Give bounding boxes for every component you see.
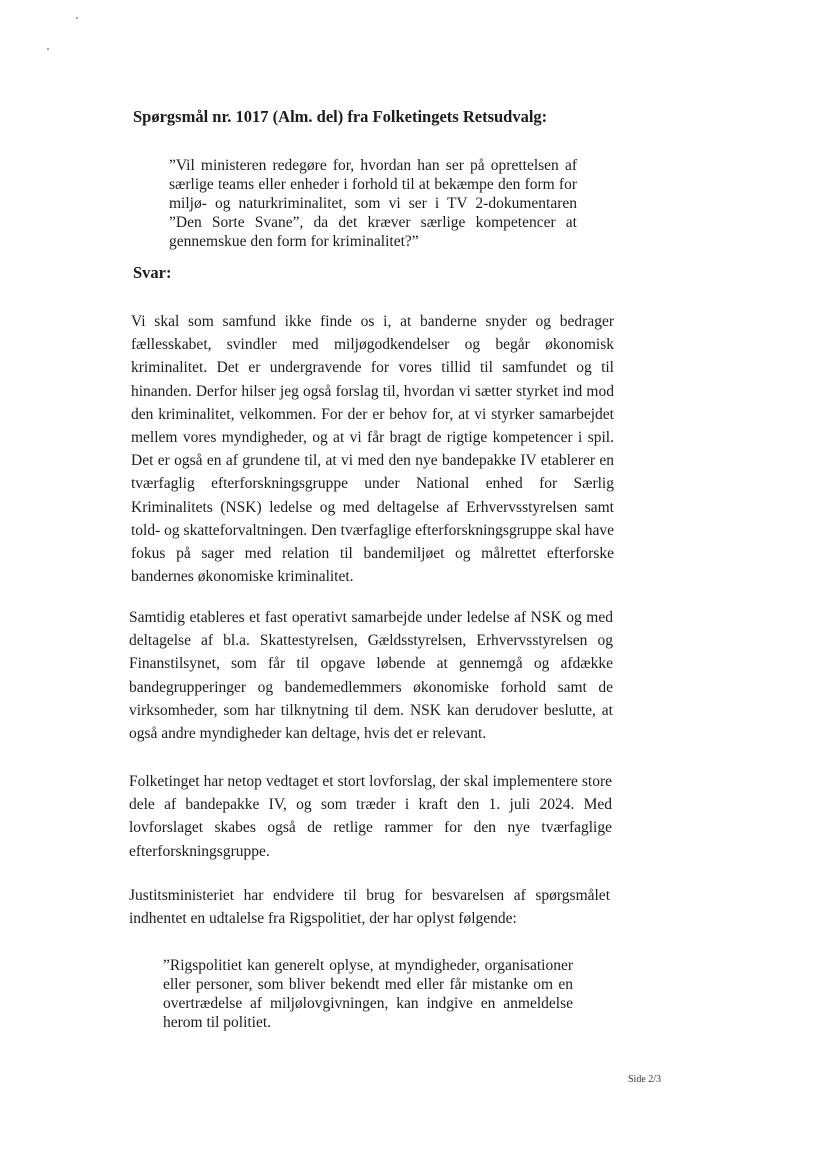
answer-paragraph: Justitsministeriet har endvidere til brug for besvarelsen af spørgsmålet indhentet en udtalelse fra Rigspolitiet, der har oplyst følgende: <box>129 887 610 928</box>
answer-label: Svar: <box>133 263 172 282</box>
question-quote: ”Vil ministeren redegøre for, hvordan han ser på oprettelsen af særlige teams eller enheder i forhold til at bekæmpe den form for miljø- og naturkriminalitet, som vi ser i TV 2-dokumentaren ”Den Sorte Svane”, da det kræver særlige kompetencer at gennemskue den form for kriminalitet?” <box>169 157 577 250</box>
answer-paragraph: Samtidig etableres et fast operativt samarbejde under ledelse af NSK og med deltagelse af bl.a. Skattestyrelsen, Gældsstyrelsen, Erhvervsstyrelsen og Finanstilsynet, som får til opgave løbende at gennemgå og afdække bandegrupperinger og bandemedlemmers økonomiske forhold samt de virksomheder, som har tilknytning til dem. NSK kan derudover beslutte, at også andre myndigheder kan deltage, hvis det er relevant. <box>129 609 613 743</box>
scan-speck-mark <box>76 17 78 19</box>
page-number: Side 2/3 <box>628 1074 662 1085</box>
police-statement-quote: ”Rigspolitiet kan generelt oplyse, at myndigheder, organisationer eller personer, som bliver bekendt med eller får mistanke om en overtrædelse af miljølovgivningen, kan indgive en anmeldelse herom til politiet. <box>163 957 573 1031</box>
scan-speck-mark <box>47 48 49 50</box>
answer-paragraph: Vi skal som samfund ikke finde os i, at banderne snyder og bedrager fællesskabet, svindler med miljøgodkendelser og begår økonomisk kriminalitet. Det er undergravende for vores tillid til samfundet og til hinanden. Derfor hilser jeg også forslag til, hvordan vi sætter styrket ind mod den kriminalitet, velkommen. For der er behov for, at vi styrker samarbejdet mellem vores myndigheder, og at vi får bragt de rigtige kompetencer i spil. Det er også en af grundene til, at vi med den nye bandepakke IV etablerer en tværfaglig efterforskningsgruppe under National enhed for Særlig Kriminalitets (NSK) ledelse og med deltagelse af Erhvervsstyrelsen samt told- og skatteforvaltningen. Den tværfaglige efterforskningsgruppe skal have fokus på sager med relation til bandemiljøet og målrettet efterforske bandernes økonomiske kriminalitet. <box>131 313 614 586</box>
answer-paragraph: Folketinget har netop vedtaget et stort lovforslag, der skal implementere store dele af bandepakke IV, og som træder i kraft den 1. juli 2024. Med lovforslaget skabes også de retlige rammer for den nye tværfaglige efterforskningsgruppe. <box>129 773 612 860</box>
question-heading: Spørgsmål nr. 1017 (Alm. del) fra Folketingets Retsudvalg: <box>133 107 548 126</box>
